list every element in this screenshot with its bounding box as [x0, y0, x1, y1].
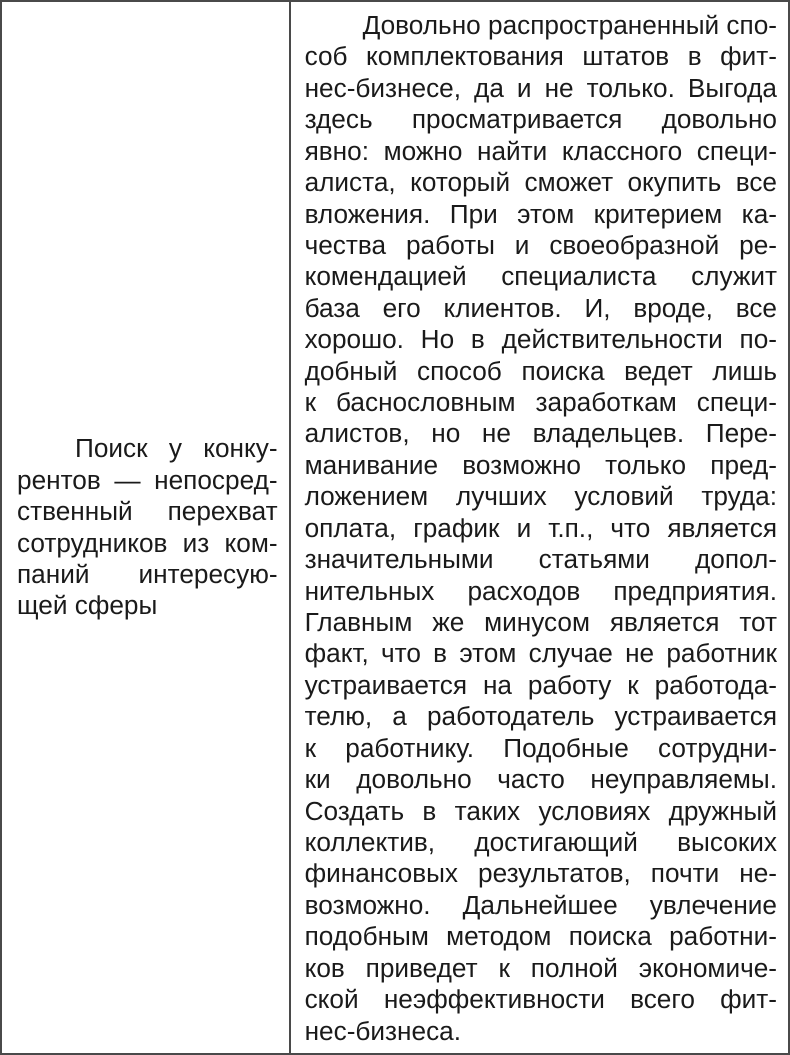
text-line: рентов — непосред-: [17, 464, 278, 495]
text-line: щей сферы: [17, 590, 158, 621]
text-line: Поиск у конку-: [75, 433, 278, 464]
text-line: чества работы и своеобразной ре-: [304, 229, 777, 260]
text-line: манивание возможно только пред-: [304, 449, 777, 480]
text-line: ков приведет к полной экономиче-: [304, 952, 777, 983]
text-line: устраивается на работу к работода-: [304, 669, 777, 700]
text-line: нес-бизнеса.: [304, 1015, 462, 1046]
text-line: комендацией специалиста служит: [304, 261, 777, 292]
text-line: Главным же минусом является тот: [304, 607, 777, 638]
text-line: паний интересую-: [17, 558, 278, 589]
text-line: Создать в таких условиях дружный: [304, 795, 777, 826]
text-line: ственный перехват: [17, 496, 278, 527]
text-line: ки довольно часто неуправляемы.: [304, 764, 777, 795]
text-line: факт, что в этом случае не работник: [304, 638, 777, 669]
text-line: явно: можно найти классного специ-: [304, 135, 777, 166]
text-line: возможно. Дальнейшее увлечение: [304, 889, 777, 920]
text-line: база его клиентов. И, вроде, все: [304, 292, 777, 323]
text-line: вложения. При этом критерием ка-: [304, 198, 777, 229]
text-line: алистов, но не владельцев. Пере-: [304, 418, 777, 449]
text-line: хорошо. Но в действительности по-: [304, 324, 777, 355]
method-name-text: [17, 433, 278, 622]
text-line: к баснословным заработкам специ-: [304, 387, 777, 418]
text-line: добный способ поиска ведет лишь: [304, 355, 777, 386]
text-line: коллектив, достигающий высоких: [304, 826, 777, 857]
text-line: алиста, который сможет окупить все: [304, 167, 777, 198]
text-line: соб комплектования штатов в фит-: [304, 41, 777, 72]
text-line: нес-бизнесе, да и не только. Выгода: [304, 72, 777, 103]
text-line: оплата, график и т.п., что является: [304, 512, 777, 543]
text-line: телю, а работодатель устраивается: [304, 701, 777, 732]
text-line: ской неэффективности всего фит-: [304, 984, 777, 1015]
text-line: значительными статьями допол-: [304, 544, 777, 575]
text-line: Довольно распространенный спо-: [362, 10, 777, 40]
text-line: ложением лучших условий труда:: [304, 481, 777, 512]
text-line: нительных расходов предприятия.: [304, 575, 777, 606]
text-line: финансовых результатов, почти не-: [304, 858, 777, 889]
method-name-cell: [2, 2, 291, 1053]
method-description-cell: [291, 2, 788, 1053]
text-line: подобным методом поиска работни-: [304, 921, 777, 952]
text-line: сотрудников из ком-: [17, 527, 278, 558]
text-line: к работнику. Подобные сотрудни-: [304, 732, 777, 763]
text-line: здесь просматривается довольно: [304, 104, 777, 135]
